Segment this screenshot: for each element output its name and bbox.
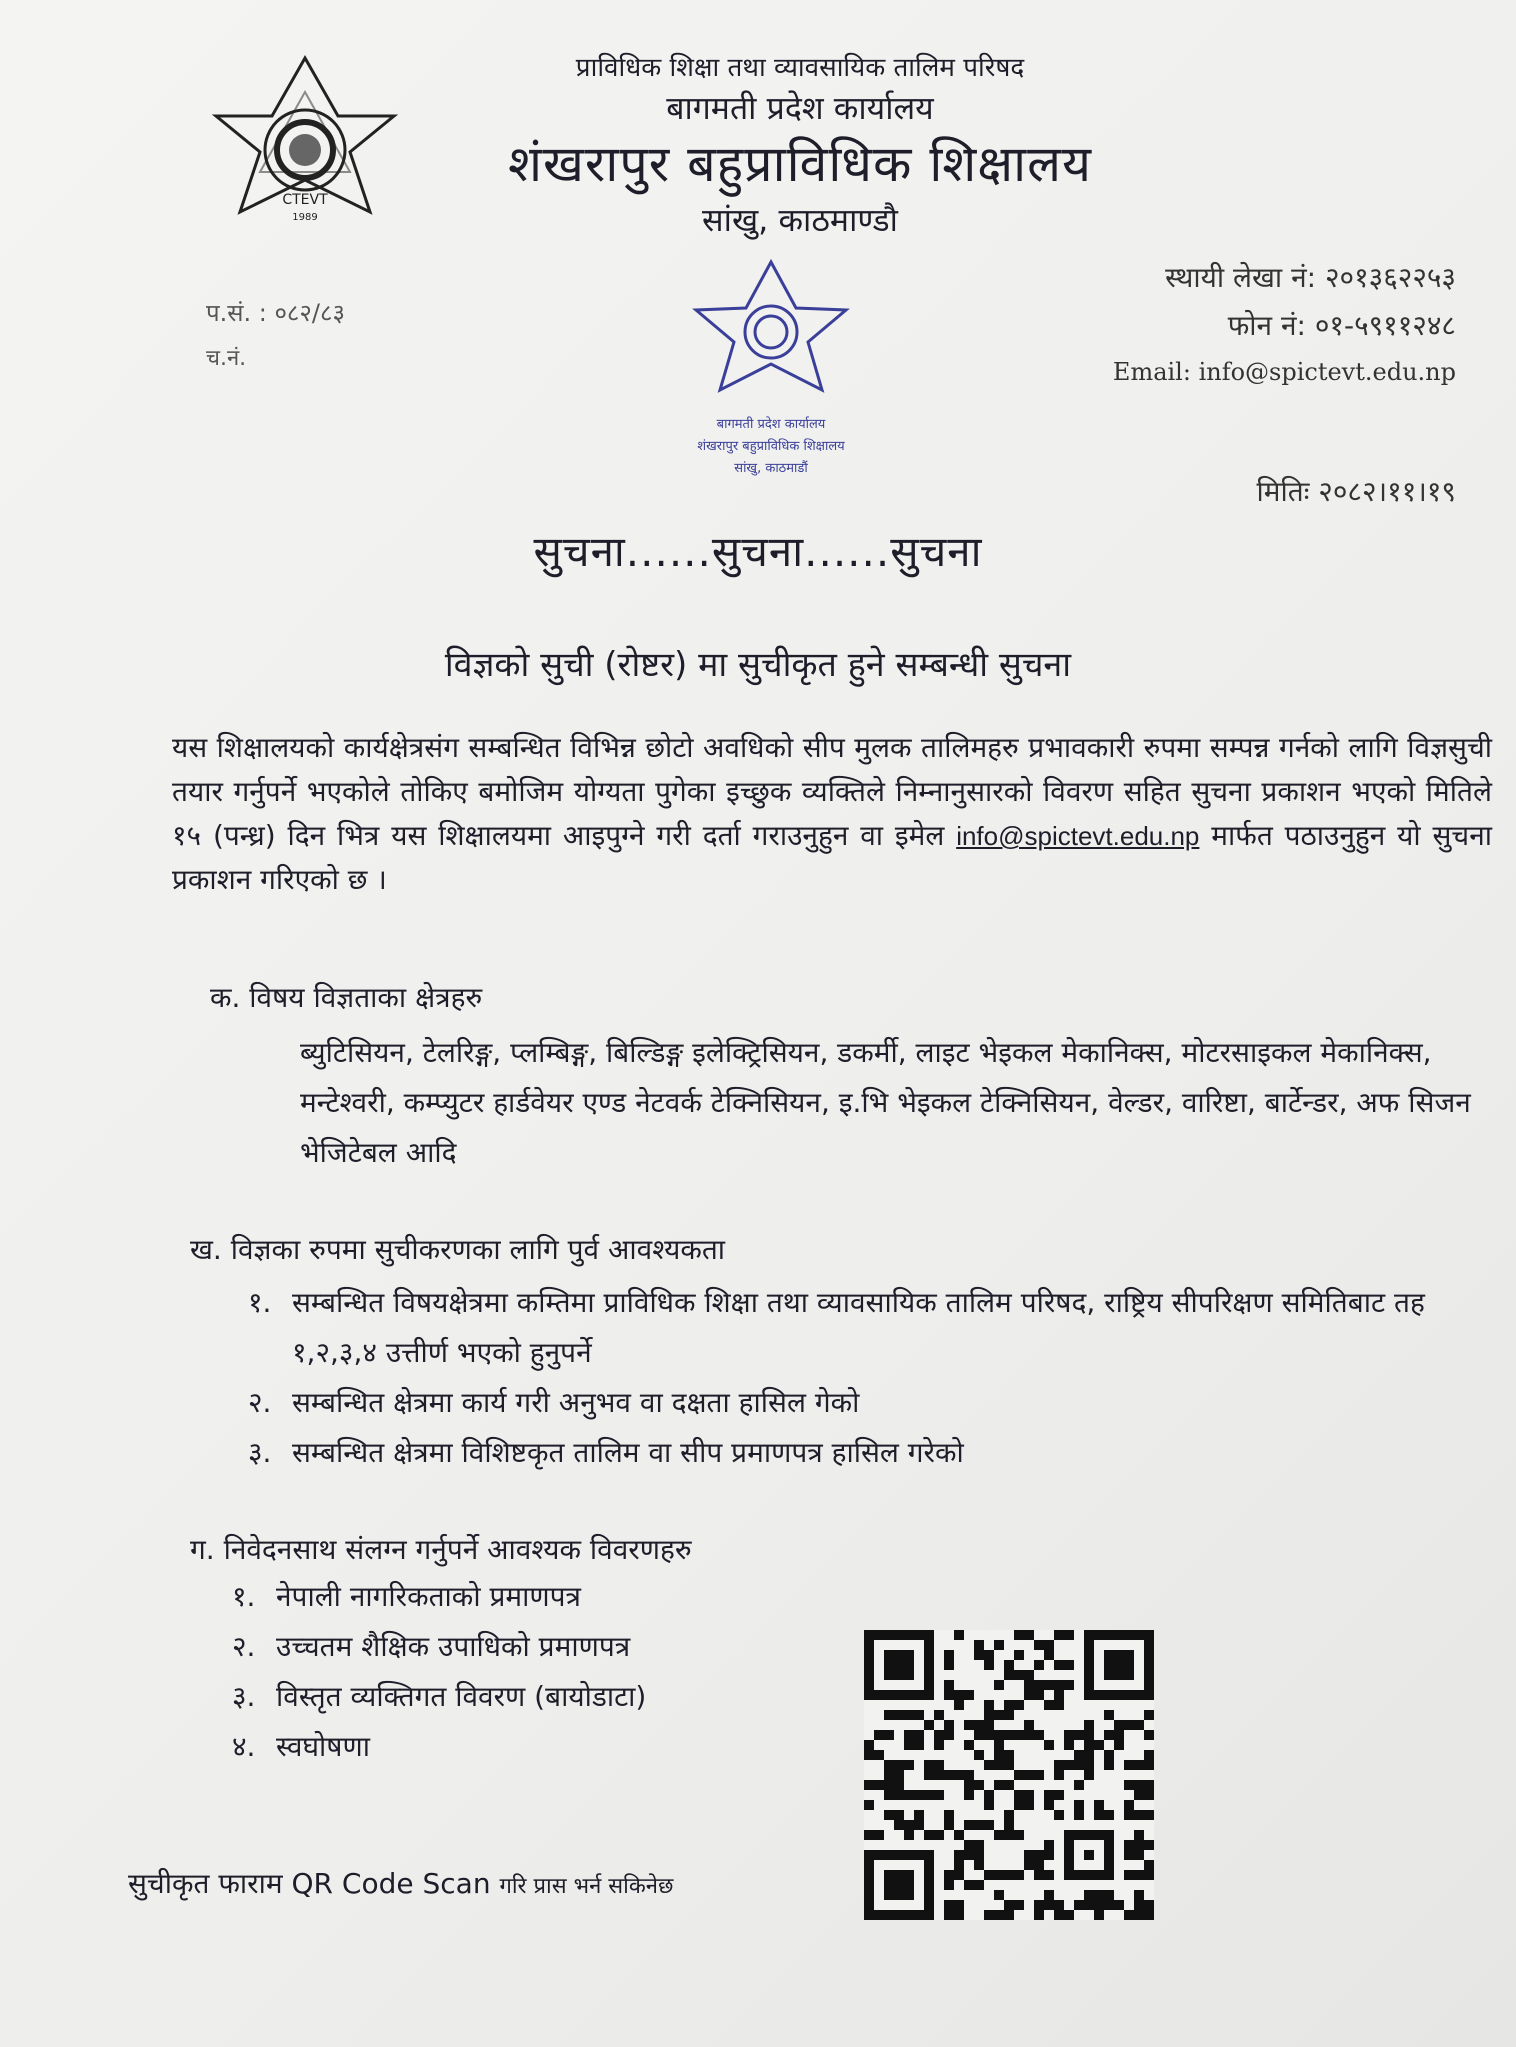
list-item-text: सम्बन्धित क्षेत्रमा विशिष्टकृत तालिम वा सीप प्रमाणपत्र हासिल गरेको [292, 1436, 964, 1469]
list-item [248, 1428, 1498, 1478]
phone-number: फोन नं: ०१-५९११२४८ [1227, 309, 1456, 342]
notice-body [172, 726, 1492, 902]
college-name: शंखरापुर बहुप्राविधिक शिक्षालय [508, 135, 1092, 193]
list-item [232, 1622, 832, 1672]
list-item-text: सम्बन्धित विषयक्षेत्रमा कम्तिमा प्राविधिक शिक्षा तथा व्यावसायिक तालिम परिषद, राष्ट्रिय सीपरिक्षण समितिबाट तह १,२,३,४ उत्तीर्ण भएको हुनुपर्ने [292, 1286, 1425, 1369]
list-item-text: सम्बन्धित क्षेत्रमा कार्य गरी अनुभव वा दक्षता हासिल गेको [292, 1386, 860, 1419]
section-ga-list [232, 1572, 832, 1772]
notice-body-end: मार्फत पठाउनुहुन यो सुचना प्रकाशन गरिएको छ । [172, 819, 1492, 896]
reference-number: प.सं. : ०८२/८३ [206, 299, 345, 327]
logo-year: 1989 [292, 212, 318, 223]
notice-subject: विज्ञको सुची (रोष्टर) मा सुचीकृत हुने सम्बन्धी सुचना [444, 645, 1072, 685]
notice-email-link[interactable]: info@spictevt.edu.np [956, 821, 1200, 851]
list-item [248, 1378, 1498, 1428]
section-kha-title: ख. विज्ञका रुपमा सुचीकरणका लागि पुर्व आवश्यकता [190, 1233, 726, 1266]
dispatch-number: च.नं. [206, 346, 247, 371]
notice-body-text: यस शिक्षालयको कार्यक्षेत्रसंग सम्बन्धित विभिन्न छोटो अवधिको सीप मुलक तालिमहरु प्रभावकारी रुपमा सम्पन्न गर्नको लागि विज्ञसुची तयार गर्नुपर्ने भएकोले तोकिए बमोजिम योग्यता पुगेका इच्छुक व्यक्तिले निम्नानुसारको विवरण सहित सुचना प्रकाशन भएको मितिले १५ (पन्ध्र) दिन भित्र यस शिक्षालयमा आइपुग्ने गरी दर्ता गराउनुहुन वा इमेल [172, 731, 1492, 852]
list-item [248, 1278, 1498, 1378]
section-ka-body: ब्युटिसियन, टेलरिङ्ग, प्लम्बिङ्ग, बिल्डिङ्ग इलेक्ट्रिसियन, डकर्मी, लाइट भेइकल मेकानिक्स, मोटरसाइकल मेकानिक्स, मन्टेश्वरी, कम्प्युटर हार्डवेयर एण्ड नेटवर्क टेक्निसियन, इ.भि भेइकल टेक्निसियन, वेल्डर, वारिष्टा, बार्टेन्डर, अफ सिजन भेजिटेबल आदि [300, 1036, 1471, 1169]
section-ga-title: ग. निवेदनसाथ संलग्न गर्नुपर्ने आवश्यक विवरणहरु [190, 1533, 692, 1566]
list-item-number: ३. [248, 1436, 272, 1469]
seal-line-1: बागमती प्रदेश कार्यालय [716, 417, 826, 432]
section-ka-title: क. विषय विज्ञताका क्षेत्रहरु [210, 981, 483, 1014]
ctevt-logo [210, 52, 400, 242]
council-name: प्राविधिक शिक्षा तथा व्यावसायिक तालिम परिषद [575, 53, 1025, 83]
college-address: सांखु, काठमाण्डौ [702, 201, 898, 239]
list-item [232, 1672, 832, 1722]
list-item-text: विस्तृत व्यक्तिगत विवरण (बायोडाटा) [276, 1680, 647, 1713]
list-item [232, 1722, 832, 1772]
list-item-text: स्वघोषणा [276, 1730, 370, 1763]
list-item-text: उच्चतम शैक्षिक उपाधिको प्रमाणपत्र [276, 1630, 631, 1663]
list-item-number: २. [248, 1386, 272, 1419]
notice-banner: सुचना......सुचना......सुचना [533, 527, 983, 576]
qr-instruction [128, 1864, 673, 1902]
seal-line-3: सांखु, काठमाडौं [734, 461, 808, 476]
list-item-number: १. [232, 1580, 256, 1613]
list-item-number: ३. [232, 1680, 256, 1713]
seal-line-2: शंखरापुर बहुप्राविधिक शिक्षालय [697, 439, 845, 454]
notice-date: मितिः २०८२।११।१९ [1256, 475, 1456, 508]
logo-text: CTEVT [282, 192, 328, 208]
registration-qr-code[interactable] [864, 1630, 1154, 1920]
office-name: बागमती प्रदेश कार्यालय [666, 89, 934, 127]
list-item-number: २. [232, 1630, 256, 1663]
pan-number: स्थायी लेखा नं: २०१३६२२५३ [1165, 261, 1456, 294]
list-item-text: नेपाली नागरिकताको प्रमाणपत्र [276, 1580, 581, 1613]
list-item-number: १. [248, 1286, 272, 1319]
office-seal-stamp [656, 250, 886, 500]
qr-instruction-small: गरि प्रास भर्न सकिनेछ [499, 1874, 674, 1899]
email-address: Email: info@spictevt.edu.np [1112, 358, 1456, 386]
list-item-number: ४. [232, 1730, 256, 1763]
section-kha-list [248, 1278, 1498, 1478]
list-item [232, 1572, 832, 1622]
qr-instruction-text: सुचीकृत फाराम QR Code Scan [128, 1867, 491, 1900]
